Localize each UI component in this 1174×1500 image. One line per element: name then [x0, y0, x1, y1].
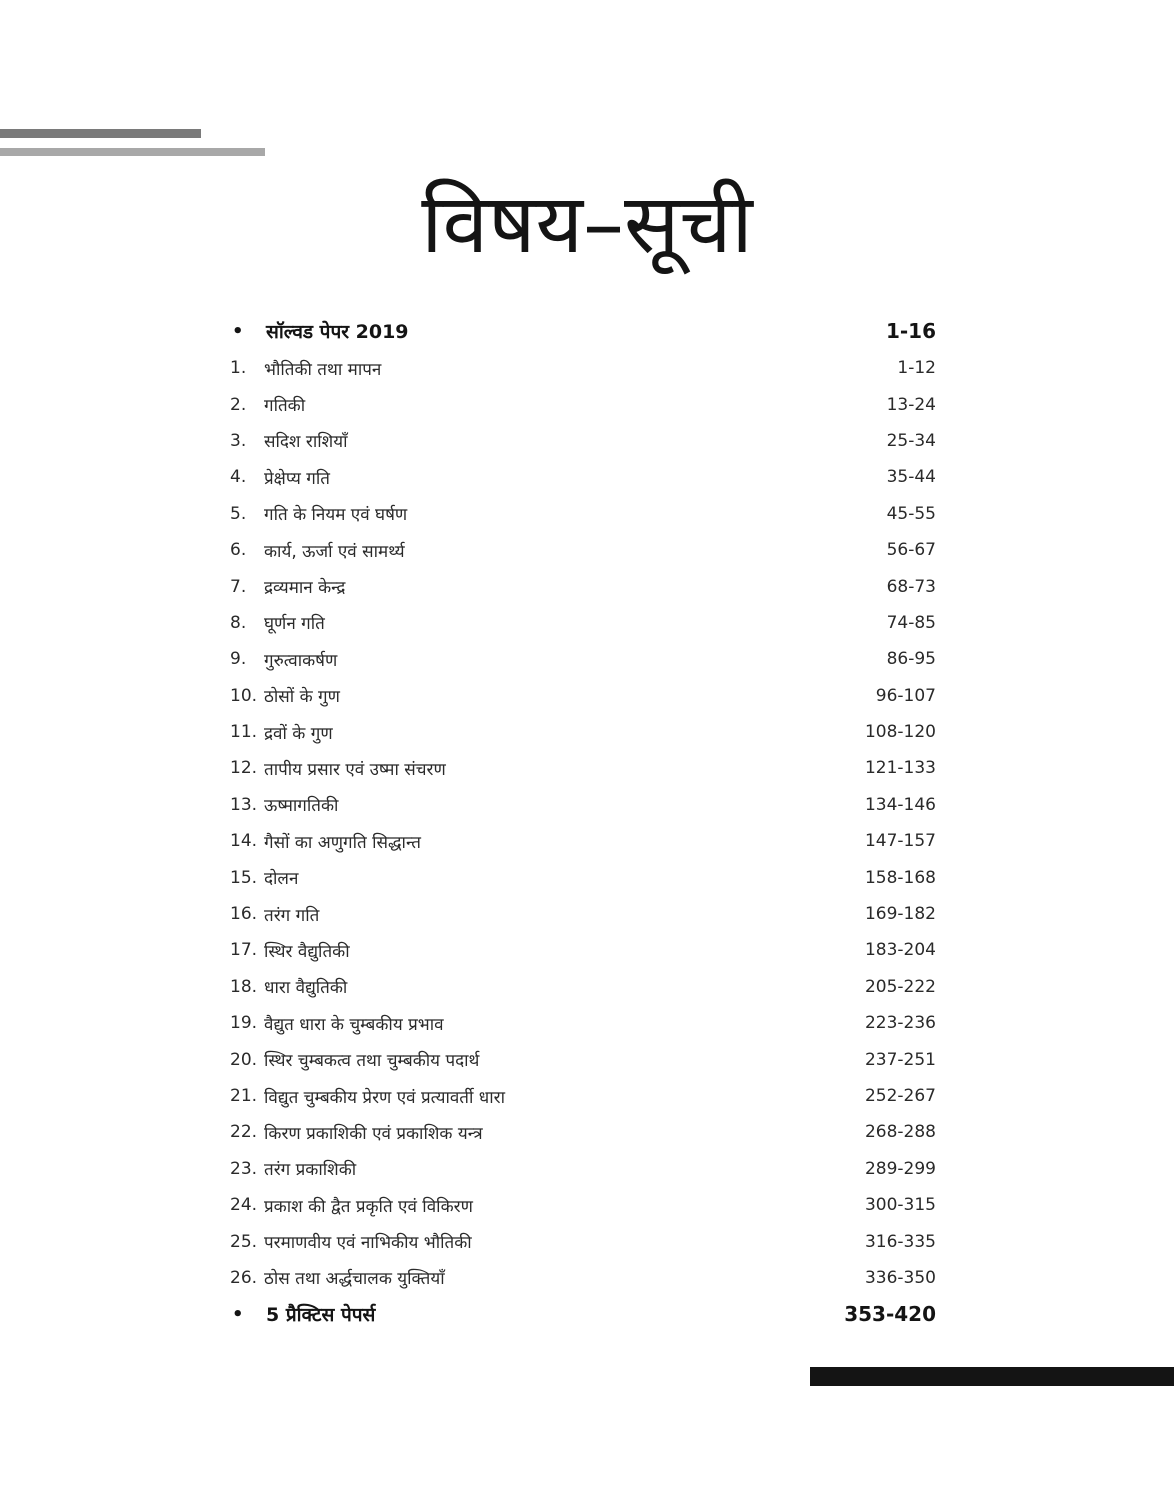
chapter-pages: 35-44 — [886, 467, 936, 488]
toc-section-pages: 1-16 — [885, 319, 936, 343]
chapter-pages: 68-73 — [886, 576, 936, 597]
chapter-number: 23. — [230, 1158, 258, 1179]
chapter-number: 5. — [230, 503, 247, 524]
chapter-pages: 169-182 — [864, 904, 936, 925]
decorative-bar-top-light — [0, 148, 265, 156]
chapter-title: प्रेक्षेप्य गति — [264, 468, 330, 489]
chapter-title: गति के नियम एवं घर्षण — [264, 505, 408, 526]
chapter-number: 3. — [230, 430, 247, 451]
chapter-pages: 134-146 — [864, 794, 936, 815]
chapter-pages: 121-133 — [864, 758, 936, 779]
chapter-pages: 268-288 — [864, 1122, 936, 1143]
chapter-pages: 205-222 — [864, 976, 936, 997]
chapter-pages: 108-120 — [864, 722, 936, 743]
chapter-number: 26. — [230, 1267, 258, 1288]
chapter-number: 24. — [230, 1195, 258, 1216]
page-title: विषय–सूची — [421, 177, 753, 272]
chapter-pages: 147-157 — [864, 831, 936, 852]
toc-section-label: 5 प्रैक्टिस पेपर्स — [266, 1304, 376, 1327]
toc-chapter-row — [230, 1187, 936, 1223]
toc-chapter-row — [230, 1223, 936, 1259]
chapter-number: 15. — [230, 867, 258, 888]
chapter-pages: 237-251 — [864, 1049, 936, 1070]
chapter-pages: 158-168 — [864, 867, 936, 888]
toc-section-practice-papers — [230, 1296, 936, 1332]
chapter-pages: 96-107 — [875, 685, 936, 706]
chapter-title: ऊष्मागतिकी — [264, 796, 339, 817]
decorative-bar-bottom — [810, 1367, 1174, 1386]
chapter-number: 16. — [230, 904, 258, 925]
toc-chapter-row — [230, 714, 936, 750]
chapter-pages: 1-12 — [897, 358, 936, 379]
toc-chapter-row — [230, 823, 936, 859]
chapter-number: 6. — [230, 540, 247, 561]
chapter-title: घूर्णन गति — [264, 614, 325, 635]
chapter-title: भौतिकी तथा मापन — [264, 359, 382, 380]
toc-chapter-row — [230, 532, 936, 568]
toc-chapter-row — [230, 1260, 936, 1296]
chapter-title: वैद्युत धारा के चुम्बकीय प्रभाव — [264, 1014, 444, 1035]
toc-chapter-row — [230, 750, 936, 786]
chapter-number: 11. — [230, 722, 258, 743]
chapter-title: तरंग गति — [264, 905, 320, 926]
toc-section-label: सॉल्वड पेपर 2019 — [266, 321, 409, 343]
chapter-number: 13. — [230, 794, 258, 815]
chapter-number: 7. — [230, 576, 247, 597]
toc-chapter-row — [230, 641, 936, 677]
toc-chapter-row — [230, 459, 936, 495]
bullet-marker: • — [232, 1303, 244, 1325]
chapter-title: द्रवों के गुण — [264, 723, 333, 744]
chapter-title: कार्य, ऊर्जा एवं सामर्थ्य — [264, 541, 405, 562]
toc-chapter-row — [230, 932, 936, 968]
toc-chapter-row — [230, 787, 936, 823]
chapter-title: विद्युत चुम्बकीय प्रेरण एवं प्रत्यावर्ती धारा — [264, 1087, 506, 1108]
toc-chapter-row — [230, 423, 936, 459]
chapter-pages: 300-315 — [864, 1195, 936, 1216]
toc-chapter-row — [230, 1005, 936, 1041]
chapter-title: प्रकाश की द्वैत प्रकृति एवं विकिरण — [264, 1196, 473, 1217]
chapter-number: 20. — [230, 1049, 258, 1070]
chapter-number: 8. — [230, 612, 247, 633]
chapter-number: 18. — [230, 976, 258, 997]
chapter-title: तापीय प्रसार एवं उष्मा संचरण — [264, 759, 446, 780]
chapter-title: ठोस तथा अर्द्धचालक युक्तियाँ — [264, 1269, 445, 1290]
chapter-title: सदिश राशियाँ — [264, 432, 348, 453]
chapter-pages: 13-24 — [886, 394, 936, 415]
toc-section-solved-paper — [230, 312, 936, 350]
toc-chapter-row — [230, 496, 936, 532]
table-of-contents — [230, 312, 936, 1333]
toc-chapter-row — [230, 1151, 936, 1187]
chapter-pages: 223-236 — [864, 1013, 936, 1034]
toc-chapter-row — [230, 969, 936, 1005]
chapter-number: 21. — [230, 1086, 258, 1106]
chapter-title: द्रव्यमान केन्द्र — [264, 578, 346, 599]
chapter-pages: 56-67 — [886, 540, 936, 561]
chapter-number: 25. — [230, 1231, 258, 1252]
chapter-number: 9. — [230, 649, 247, 670]
chapter-pages: 252-267 — [864, 1086, 936, 1106]
chapter-title: दोलन — [264, 869, 299, 890]
chapter-title: परमाणवीय एवं नाभिकीय भौतिकी — [264, 1233, 472, 1254]
chapter-pages: 316-335 — [864, 1231, 936, 1252]
chapter-title: ठोसों के गुण — [264, 687, 340, 708]
chapter-title: गुरुत्वाकर्षण — [264, 650, 338, 671]
chapter-pages: 336-350 — [864, 1267, 936, 1288]
toc-chapter-row — [230, 896, 936, 932]
chapter-number: 12. — [230, 758, 258, 779]
toc-chapter-row — [230, 678, 936, 714]
chapter-pages: 86-95 — [886, 649, 936, 670]
toc-chapter-row — [230, 605, 936, 641]
chapter-title: गैसों का अणुगति सिद्धान्त — [264, 832, 421, 853]
chapter-title: स्थिर चुम्बकत्व तथा चुम्बकीय पदार्थ — [264, 1051, 480, 1072]
toc-chapter-row — [230, 859, 936, 895]
chapter-number: 19. — [230, 1013, 258, 1034]
chapter-number: 17. — [230, 940, 258, 961]
toc-section-pages: 353-420 — [844, 1302, 936, 1327]
chapter-number: 1. — [230, 358, 247, 379]
bullet-marker: • — [232, 320, 244, 342]
chapter-title: धारा वैद्युतिकी — [264, 978, 348, 999]
chapter-pages: 25-34 — [886, 430, 936, 451]
chapter-pages: 45-55 — [886, 503, 936, 524]
chapter-pages: 289-299 — [864, 1158, 936, 1179]
chapter-number: 10. — [230, 685, 258, 706]
chapter-pages: 183-204 — [864, 940, 936, 961]
chapter-number: 4. — [230, 467, 247, 488]
toc-chapter-row — [230, 1041, 936, 1077]
chapter-title: किरण प्रकाशिकी एवं प्रकाशिक यन्त्र — [264, 1123, 483, 1144]
chapter-pages: 74-85 — [886, 612, 936, 633]
chapter-number: 14. — [230, 831, 258, 852]
chapter-title: तरंग प्रकाशिकी — [264, 1160, 357, 1181]
toc-chapter-row — [230, 350, 936, 386]
toc-chapter-row — [230, 1078, 936, 1114]
decorative-bar-top-dark — [0, 129, 201, 138]
chapter-title: स्थिर वैद्युतिकी — [264, 941, 350, 962]
toc-chapter-row — [230, 568, 936, 604]
toc-chapter-row — [230, 386, 936, 422]
chapter-title: गतिकी — [264, 396, 306, 417]
chapter-number: 22. — [230, 1122, 258, 1143]
chapter-number: 2. — [230, 394, 247, 415]
toc-chapter-row — [230, 1114, 936, 1150]
